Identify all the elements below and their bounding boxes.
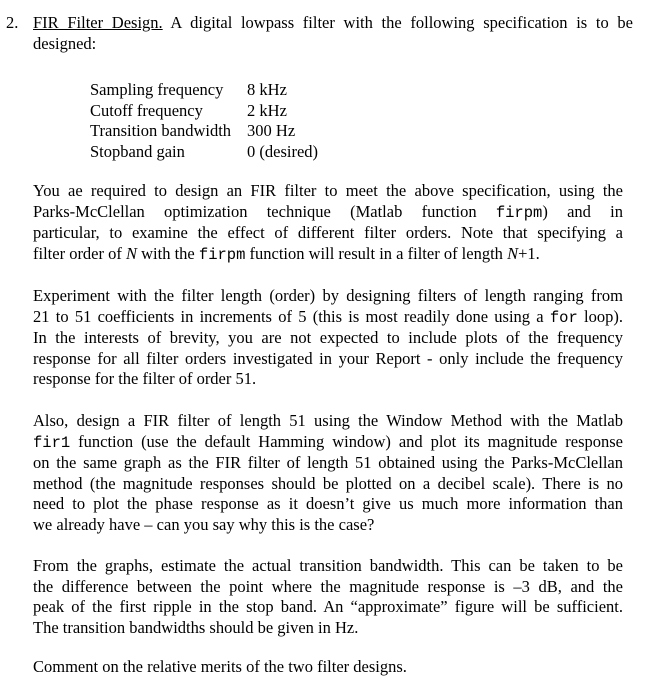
paragraph-window-method <box>33 411 623 535</box>
heading-line-1 <box>33 13 633 34</box>
text-line: method (the magnitude responses should be plotted on a decibel scale). There is no <box>33 473 623 493</box>
text-line: response for all filter orders investigated in your Report - only include the frequency <box>33 348 623 368</box>
spec-label: Stopband gain <box>90 141 185 161</box>
paragraph-comment <box>33 657 623 678</box>
code-for: for <box>549 308 578 327</box>
spec-row <box>90 142 318 163</box>
spec-value: 300 Hz <box>247 121 296 140</box>
text-line: In the interests of brevity, you are not expected to include plots of the frequency <box>33 328 623 347</box>
text-line: need to plot the phase response as it doesn’t give us much more information than <box>33 494 623 513</box>
text-span: function will result in a filter of length <box>245 243 508 263</box>
code-firpm: firpm <box>198 245 246 264</box>
question-title: FIR Filter Design. <box>33 13 163 32</box>
text-line: The transition bandwidths should be given in Hz. <box>33 617 359 637</box>
text-line: From the graphs, estimate the actual transition bandwidth. This can be taken to be <box>33 556 623 575</box>
text-span: with the <box>137 243 199 263</box>
text-line: Comment on the relative merits of the two filter designs. <box>33 657 407 676</box>
specification-table <box>90 80 318 162</box>
spec-value: 8 kHz <box>247 80 287 99</box>
spec-row <box>90 121 318 142</box>
text-span: function (use the default Hamming window) and plot its magnitude response <box>70 431 623 451</box>
spec-label: Sampling frequency <box>90 80 224 99</box>
code-firpm: firpm <box>495 203 543 222</box>
text-line: on the same graph as the FIR filter of length 51 obtained using the Parks-McClellan <box>33 453 623 472</box>
spec-label: Cutoff frequency <box>90 100 203 120</box>
text-line: Also, design a FIR filter of length 51 using the Window Method with the Matlab <box>33 411 623 430</box>
text-line: You ae required to design an FIR filter to meet the above specification, using the <box>33 181 623 200</box>
text-span: ) and in <box>542 201 623 221</box>
heading-line-2: designed: <box>33 33 97 53</box>
code-fir1: fir1 <box>33 433 71 452</box>
variable-n: N <box>507 243 519 263</box>
text-line: the difference between the point where the magnitude response is –3 dB, and the <box>33 576 623 596</box>
text-span: loop). <box>577 306 623 326</box>
spec-row <box>90 101 318 122</box>
question-heading <box>33 13 633 54</box>
text-span: 21 to 51 coefficients in increments of 5 (this is most readily done using a <box>33 306 550 326</box>
paragraph-filter-length <box>33 286 623 390</box>
text-line <box>33 432 623 454</box>
spec-row <box>90 80 318 101</box>
text-line: we already have – can you say why this is the case? <box>33 514 375 534</box>
text-line: Experiment with the filter length (order) by designing filters of length ranging from <box>33 286 623 305</box>
spec-label: Transition bandwidth <box>90 121 232 140</box>
text-line: response for the filter of order 51. <box>33 369 257 388</box>
paragraph-transition-bandwidth <box>33 556 623 638</box>
spec-value: 0 (desired) <box>247 141 319 161</box>
text-span: Parks-McClellan optimization technique (Matlab function <box>33 201 496 221</box>
text-span: filter order of <box>33 243 126 263</box>
paragraph-parks-mcclellan <box>33 181 623 265</box>
question-number: 2. <box>6 13 19 32</box>
text-line: particular, to examine the effect of different filter orders. Note that specifying a <box>33 223 623 242</box>
text-line: peak of the first ripple in the stop band. An “approximate” figure will be sufficient. <box>33 597 623 616</box>
spec-value: 2 kHz <box>247 100 287 120</box>
text-line <box>33 202 623 224</box>
text-span: +1. <box>518 243 540 263</box>
text-line <box>33 244 623 266</box>
variable-n: N <box>126 243 138 263</box>
text-line <box>33 307 623 329</box>
intro-text-1: A digital lowpass filter with the following specification is to be <box>162 13 633 32</box>
